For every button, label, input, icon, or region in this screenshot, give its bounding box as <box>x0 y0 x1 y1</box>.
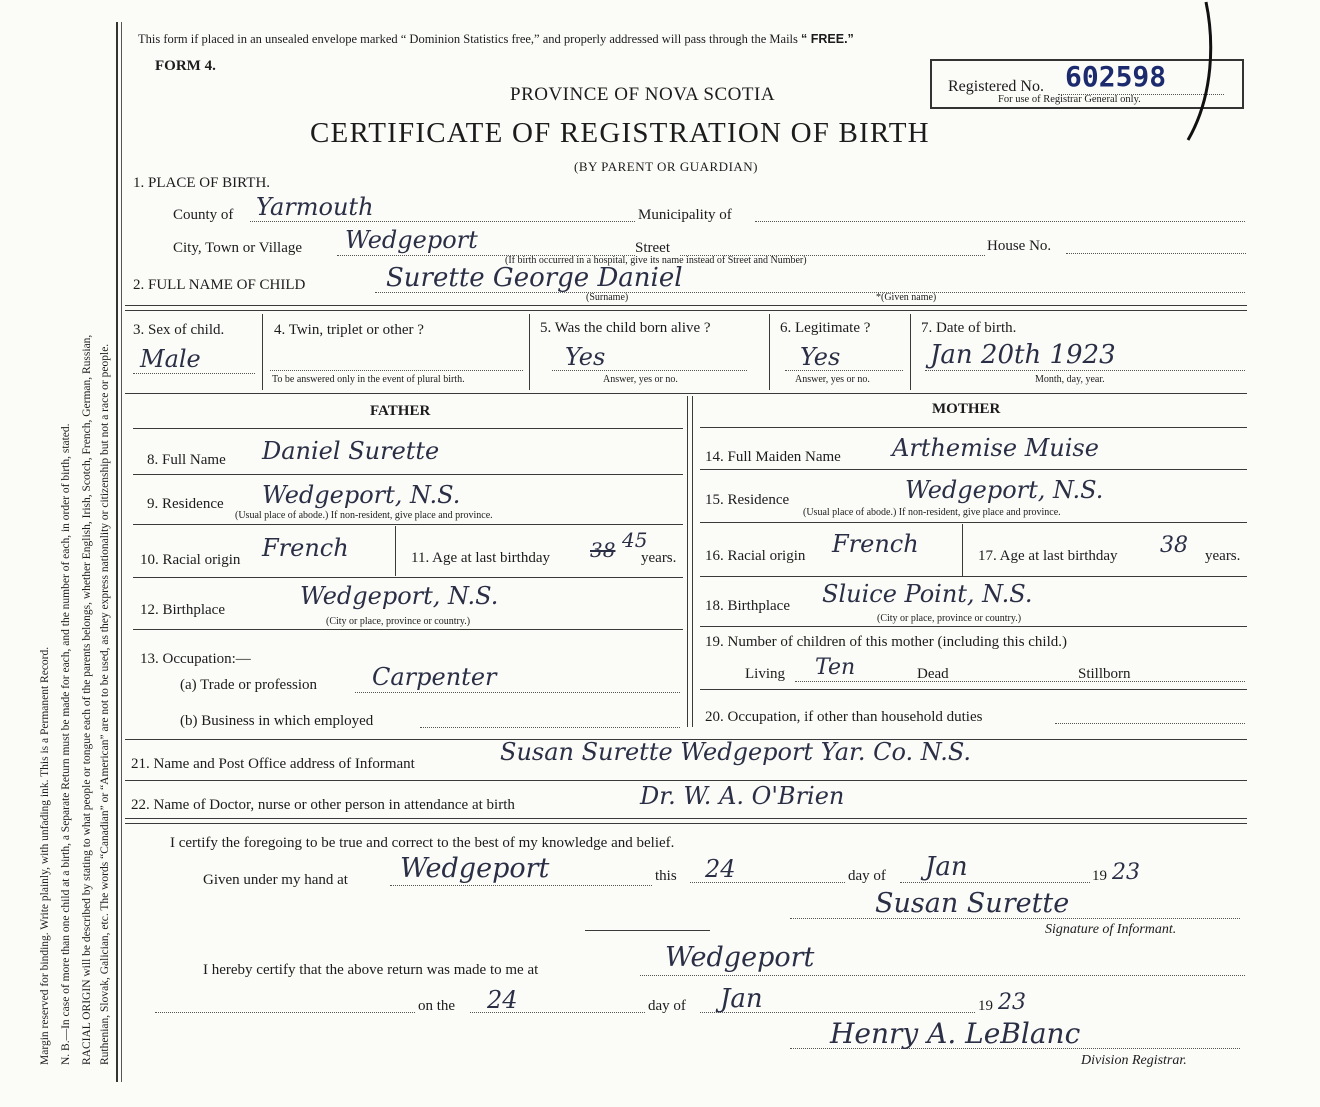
father-race-age-divider <box>395 526 396 576</box>
twin-line <box>270 370 523 371</box>
business-label: (b) Business in which employed <box>180 713 374 729</box>
registrar-onthe-label: on the <box>418 998 456 1014</box>
born-alive-value[interactable]: Yes <box>565 343 606 371</box>
registrar-place-value[interactable]: Wedgeport <box>665 942 815 973</box>
mail-notice-text: This form if placed in an unsealed envelope marked “ Dominion Statistics free,” and properly addressed will pass through the Mails <box>138 32 798 46</box>
given-name-note: *(Given name) <box>876 292 937 303</box>
county-line <box>250 221 635 222</box>
box-divider-1 <box>262 314 263 390</box>
registrar-dayof-label: day of <box>648 998 686 1014</box>
children-count-label: 19. Number of children of this mother (including this child.) <box>705 634 1068 650</box>
section-rule-4b <box>125 823 1247 824</box>
mother-occupation-line <box>1055 723 1245 724</box>
twin-note: To be answered only in the event of plural birth. <box>272 374 465 385</box>
dob-label: 7. Date of birth. <box>921 320 1017 336</box>
given-year-prefix: 19 <box>1092 868 1107 884</box>
registrar-day-value[interactable]: 24 <box>487 986 518 1014</box>
box-divider-4 <box>910 314 911 390</box>
mother-rule-4 <box>700 626 1247 627</box>
mail-notice-free: “ FREE.” <box>801 32 854 46</box>
municipality-line <box>755 221 1245 222</box>
registrar-use-note: For use of Registrar General only. <box>998 94 1141 105</box>
father-rule-3 <box>133 577 683 578</box>
informant-signature: Susan Surette <box>875 888 1070 919</box>
mother-birthplace-label: 18. Birthplace <box>705 598 790 614</box>
mail-notice <box>138 32 854 47</box>
living-value[interactable]: Ten <box>815 655 856 680</box>
box-divider-3 <box>769 314 770 390</box>
dob-value[interactable]: Jan 20th 1923 <box>930 340 1116 370</box>
father-birthplace-note: (City or place, province or country.) <box>326 616 471 627</box>
given-place-line <box>390 885 652 886</box>
short-divider <box>585 930 710 931</box>
given-under-label: Given under my hand at <box>203 872 348 888</box>
province-heading: PROVINCE OF NOVA SCOTIA <box>510 84 776 105</box>
registrar-year-prefix: 19 <box>978 998 993 1014</box>
mother-rule-0 <box>700 427 1247 428</box>
mother-rule-5 <box>700 689 1247 690</box>
registrar-place-line <box>640 975 1245 976</box>
father-rule-0 <box>133 428 683 429</box>
county-label: County of <box>173 207 234 223</box>
column-divider-b <box>692 396 693 727</box>
given-year-value[interactable]: 23 <box>1112 860 1140 885</box>
child-name-value[interactable]: Surette George Daniel <box>386 263 683 293</box>
given-month-value[interactable]: Jan <box>925 852 968 882</box>
father-birthplace-label: 12. Birthplace <box>140 602 225 618</box>
registrar-signature: Henry A. LeBlanc <box>830 1017 1081 1050</box>
surname-note: (Surname) <box>586 292 629 303</box>
registrar-lead-line <box>155 1012 415 1013</box>
mother-occupation-label: 20. Occupation, if other than household duties <box>705 709 983 725</box>
margin-note-binding: Margin reserved for binding. Write plainly, with unfading ink. This is a Permanent Record. <box>39 646 51 1065</box>
born-alive-note: Answer, yes or no. <box>603 374 678 385</box>
section-rule-4 <box>125 818 1247 819</box>
informant-label: 21. Name and Post Office address of Informant <box>131 756 415 772</box>
father-name-label: 8. Full Name <box>147 452 226 468</box>
section-rule-2 <box>125 393 1247 394</box>
binding-margin-line-inner <box>121 22 122 1082</box>
margin-note-racial-2: Ruthenian, Slovak, Galician, etc. The words “Canadian” or “American” are not to be used, as they express nationality or citizenship but not a race or people. <box>99 343 111 1065</box>
father-heading: FATHER <box>370 403 431 419</box>
father-rule-2 <box>133 524 683 525</box>
mother-rule-1 <box>700 469 1247 470</box>
trade-line <box>355 692 680 693</box>
father-years-label: years. <box>641 550 677 566</box>
doctor-value[interactable]: Dr. W. A. O'Brien <box>640 782 845 810</box>
county-value[interactable]: Yarmouth <box>256 193 374 221</box>
place-of-birth-heading: 1. PLACE OF BIRTH. <box>133 175 271 191</box>
certify-text: I certify the foregoing to be true and correct to the best of my knowledge and belief. <box>170 835 675 851</box>
doctor-label: 22. Name of Doctor, nurse or other person in attendance at birth <box>131 797 515 813</box>
given-dayof-label: day of <box>848 868 886 884</box>
sex-line <box>133 373 255 374</box>
pen-stroke-mark <box>1170 0 1220 150</box>
form-number: FORM 4. <box>155 58 216 74</box>
mother-residence-label: 15. Residence <box>705 492 790 508</box>
sex-label: 3. Sex of child. <box>133 322 225 338</box>
mother-age-label: 17. Age at last birthday <box>978 548 1118 564</box>
father-occupation-label: 13. Occupation:— <box>140 651 251 667</box>
registrar-year-value[interactable]: 23 <box>998 990 1026 1015</box>
informant-value[interactable]: Susan Surette Wedgeport Yar. Co. N.S. <box>500 738 972 766</box>
mother-race-label: 16. Racial origin <box>705 548 806 564</box>
sex-value[interactable]: Male <box>140 345 201 373</box>
mother-residence-note: (Usual place of abode.) If non-resident, give place and province. <box>803 507 1061 518</box>
margin-note-nb: N. B.—In case of more than one child at a birth, a Separate Return must be made for each, and the number of each, in order of birth, stated. <box>60 423 72 1065</box>
box-divider-2 <box>529 314 530 390</box>
given-day-value[interactable]: 24 <box>705 855 736 883</box>
registered-label: Registered No. <box>948 78 1044 95</box>
trade-value[interactable]: Carpenter <box>372 663 497 691</box>
city-value[interactable]: Wedgeport <box>345 226 478 254</box>
business-line <box>420 727 680 728</box>
father-age-struck: 38 <box>590 538 616 562</box>
margin-note-racial-1: RACIAL ORIGIN will be described by stating to what people or tongue each of the parents belongs, whether English, Irish, Scotch, French, German, Russian, <box>81 334 93 1065</box>
mother-birthplace-note: (City or place, province or country.) <box>877 613 1022 624</box>
given-month-line <box>900 882 1090 883</box>
hospital-note: (If birth occurred in a hospital, give its name instead of Street and Number) <box>505 255 807 266</box>
informant-rule <box>125 780 1247 781</box>
house-label: House No. <box>987 238 1052 254</box>
legitimate-value[interactable]: Yes <box>800 343 841 371</box>
house-line <box>1066 253 1246 254</box>
children-line <box>795 681 1245 682</box>
father-birthplace-value[interactable]: Wedgeport, N.S. <box>300 582 499 610</box>
father-name-value[interactable]: Daniel Surette <box>262 437 440 465</box>
section-rule-1b <box>125 310 1247 311</box>
dob-line <box>925 370 1245 371</box>
given-place-value[interactable]: Wedgeport <box>400 853 550 884</box>
father-race-value[interactable]: French <box>262 534 349 562</box>
father-age-label: 11. Age at last birthday <box>411 550 550 566</box>
legitimate-label: 6. Legitimate ? <box>780 320 871 336</box>
municipality-label: Municipality of <box>638 207 732 223</box>
mother-age-value[interactable]: 38 <box>1160 533 1188 558</box>
mother-race-value[interactable]: French <box>832 530 919 558</box>
father-rule-1 <box>133 474 683 475</box>
father-age-value[interactable]: 45 <box>622 528 648 552</box>
twin-label: 4. Twin, triplet or other ? <box>274 322 424 338</box>
city-label: City, Town or Village <box>173 240 303 256</box>
mother-residence-value[interactable]: Wedgeport, N.S. <box>905 476 1104 504</box>
living-label: Living <box>745 666 785 682</box>
registrar-month-value[interactable]: Jan <box>720 984 763 1014</box>
mother-rule-3 <box>700 576 1247 577</box>
informant-signature-label: Signature of Informant. <box>1045 922 1177 937</box>
registrar-certify-text: I hereby certify that the above return was made to me at <box>203 962 539 978</box>
father-race-label: 10. Racial origin <box>140 552 241 568</box>
born-alive-label: 5. Was the child born alive ? <box>540 320 711 336</box>
father-residence-label: 9. Residence <box>147 496 224 512</box>
legitimate-note: Answer, yes or no. <box>795 374 870 385</box>
dead-label: Dead <box>917 666 949 682</box>
binding-margin-line <box>116 22 118 1082</box>
trade-label: (a) Trade or profession <box>180 677 318 693</box>
father-residence-note: (Usual place of abode.) If non-resident, give place and province. <box>235 510 493 521</box>
registered-number: 602598 <box>1065 60 1167 93</box>
registrar-signature-label: Division Registrar. <box>1081 1053 1187 1068</box>
mother-race-age-divider <box>962 524 963 576</box>
mother-name-value[interactable]: Arthemise Muise <box>892 434 1099 462</box>
child-name-label: 2. FULL NAME OF CHILD <box>133 277 306 293</box>
mother-years-label: years. <box>1205 548 1241 564</box>
stillborn-label: Stillborn <box>1078 666 1131 682</box>
mother-name-label: 14. Full Maiden Name <box>705 449 841 465</box>
column-divider-a <box>687 396 688 727</box>
father-residence-value[interactable]: Wedgeport, N.S. <box>262 481 461 509</box>
section-rule-1 <box>125 305 1247 306</box>
mother-heading: MOTHER <box>932 401 1001 417</box>
father-rule-4 <box>133 629 683 630</box>
mother-rule-2 <box>700 522 1247 523</box>
given-this-label: this <box>655 868 677 884</box>
mother-birthplace-value[interactable]: Sluice Point, N.S. <box>822 580 1033 608</box>
street-label: Street <box>635 240 670 256</box>
certificate-title: CERTIFICATE OF REGISTRATION OF BIRTH <box>310 117 930 149</box>
dob-note: Month, day, year. <box>1035 374 1105 385</box>
certificate-subtitle: (BY PARENT OR GUARDIAN) <box>574 159 759 174</box>
